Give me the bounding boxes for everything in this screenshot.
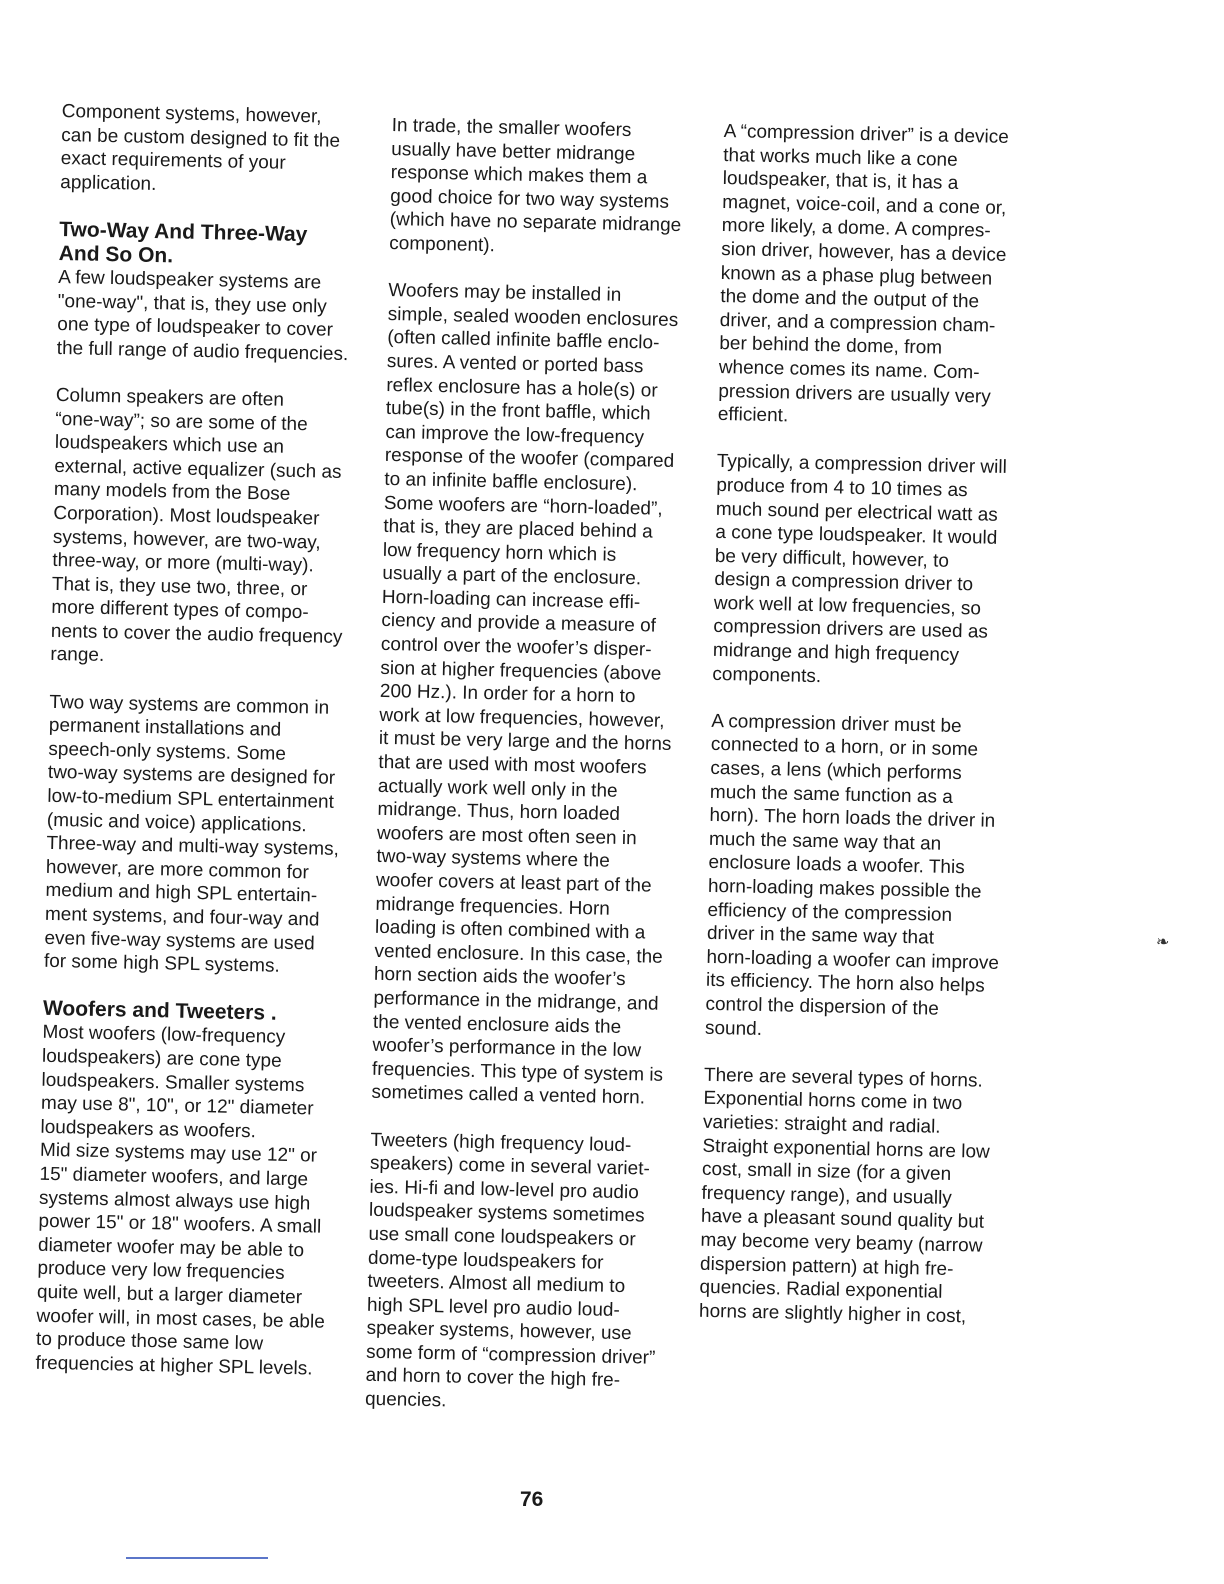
paragraph: There are several types of horns. Exponential horns come in two varieties: straight and radial. Straight exponential horns are low cost, small in size (for a given frequency range), and usually have a pleasant sound quality but may become very beamy (narrow dispersion pattern) at high fre- quencies. Radial exponential horns are slightly higher in cost, [698, 1064, 990, 1328]
paragraph: Typically, a compression driver will produce from 4 to 10 times as much sound per electrical watt as a cone type loudspeaker. It would be very difficult, however, to design a compression driver to work well at low frequencies, so compression drivers are used as midrange and high frequency components. [712, 451, 1008, 687]
paragraph: A few loudspeaker systems are "one-way", that is, they use only one type of loudspeaker to cover the full range of audio frequencies. [56, 266, 349, 365]
paragraph: Component systems, however, can be custom designed to fit the exact requirements of your application. [60, 100, 341, 195]
section-heading-two-way: Two-Way And Three-Way And So On. [58, 217, 308, 268]
paragraph: Most woofers (low-frequency loudspeakers) are cone type loudspeakers. Smaller systems may use 8", 10", or 12" diameter loudspeakers as woofers. Mid size systems may use 12" or 15" diameter woofers, and large systems almost always use high power 15" or 18" woofers. A small diameter woofer may be able to produce very low frequencies quite well, but a larger diameter woofer will, in most cases, be able to produce those same low frequencies at higher SPL levels. [35, 1022, 325, 1380]
footer-rule [126, 1557, 268, 1559]
paragraph: Column speakers are often “one-way”; so are some of the loudspeakers which use an external, active equalizer (such as many models from the Bose Corporation). Most loudspeaker systems, however, are two-way, three-way, or more (multi-way). That is, they use two, three, or more different types of compo- nents to cover the audio frequency range. [50, 384, 343, 667]
section-heading-woofers-tweeters: Woofers and Tweeters . [42, 997, 277, 1026]
text-column-2 [365, 114, 730, 1418]
paragraph: In trade, the smaller woofers usually have better midrange response which makes them a good choice for two way systems (which have no separate midrange component). [389, 114, 682, 257]
paragraph: Tweeters (high frequency loud- speakers) come in several variet- ies. Hi-fi and low-level pro audio loudspeaker systems sometimes use small cone loudspeakers or dome-type loudspeakers for tweeters. Almost all medium to high SPL level pro audio loud- speaker systems, however, use some form of “compression driver” and horn to cover the high fre- quencies. [364, 1129, 656, 1412]
paragraph: Woofers may be installed in simple, sealed wooden enclosures (often called infinite baffle enclo- sures. A vented or ported bass reflex enclosure has a hole(s) or tube(s) in the front baffle, which can improve the low-frequency response of the woofer (compared to an infinite baffle enclosure). Some woofers are “horn-loaded”, that is, they are placed behind a low frequency horn which is usually a part of the enclosure. Horn-loading can increase effi- ciency and provide a measure of control over the woofer’s disper- sion at higher frequencies (above 200 Hz.). In order for a horn to work at low frequencies, however, it must be very large and the horns that are used with most woofers actually work well only in the midrange. Thus, horn loaded woofers are most often seen in two-way systems where the woofer covers at least part of the midrange frequencies. Horn loading is often combined with a vented enclosure. In this case, the horn section aids the woofer’s performance in the midrange, and the vented enclosure aids the woofer’s performance in the low frequencies. This type of system is sometimes called a vented horn. [371, 280, 679, 1109]
text-column-3 [699, 120, 1062, 1330]
text-column-1 [35, 100, 400, 1382]
page-number: 76 [520, 1488, 544, 1511]
paragraph: A “compression driver” is a device that works much like a cone loudspeaker, that is, it has a magnet, voice-coil, and a cone or, more likely, a dome. A compres- sion driver, however, has a device known as a phase plug between the dome and the output of the driver, and a compression cham- ber behind the dome, from whence comes its name. Com- pression drivers are usually very efficient. [717, 120, 1010, 427]
scan-artifact-icon: ❧ [1156, 934, 1170, 951]
paragraph: Two way systems are common in permanent installations and speech-only systems. Some two-way systems are designed for low-to-medium SPL entertainment (music and voice) applications. Three-way and multi-way systems, however, are more common for medium and high SPL entertain- ment systems, and four-way and even five-way systems are used for some high SPL systems. [43, 691, 340, 977]
paragraph: A compression driver must be connected to a horn, or in some cases, a lens (which performs much the same function as a horn). The horn loads the driver in much the same way that an enclosure loads a woofer. This horn-loading makes possible the efficiency of the compression driver in the same way that horn-loading a woofer can improve its efficiency. The horn also helps control the dispersion of the sound. [704, 710, 1000, 1040]
